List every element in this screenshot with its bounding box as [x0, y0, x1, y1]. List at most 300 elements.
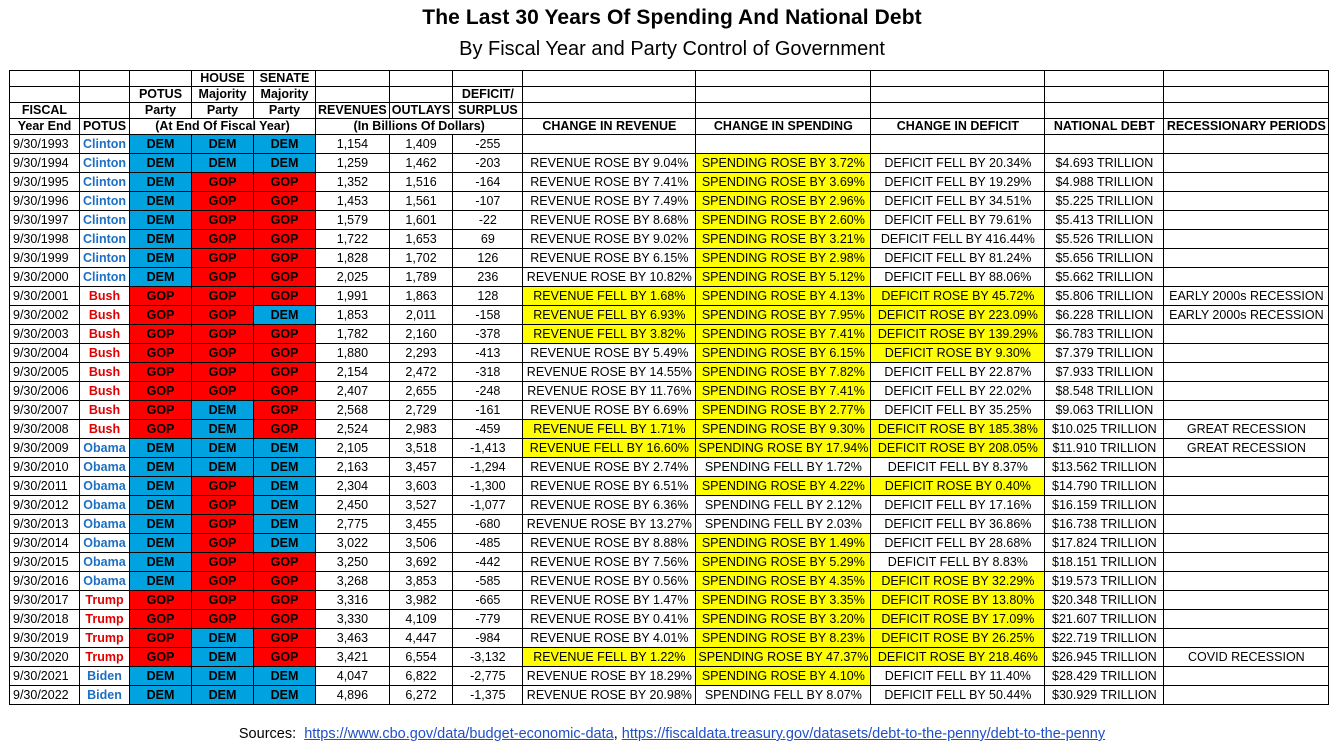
cell-revenues: 3,421 — [316, 648, 390, 667]
cell-potus-party: DEM — [130, 477, 192, 496]
cell-deficit: -318 — [453, 363, 523, 382]
cell-change-spending: SPENDING ROSE BY 4.10% — [696, 667, 871, 686]
cell-national-debt: $16.738 TRILLION — [1045, 515, 1164, 534]
cell-change-revenue: REVENUE FELL BY 1.22% — [523, 648, 696, 667]
sources-label: Sources: — [238, 726, 297, 742]
cell-change-spending: SPENDING FELL BY 2.12% — [696, 496, 871, 515]
table-row — [10, 439, 1329, 458]
cell-fiscal-year-end: 9/30/2005 — [10, 363, 80, 382]
cell-change-revenue: REVENUE FELL BY 16.60% — [523, 439, 696, 458]
cell-fiscal-year-end: 9/30/2012 — [10, 496, 80, 515]
cell-potus: Bush — [80, 306, 130, 325]
cell-change-deficit: DEFICIT ROSE BY 17.09% — [871, 610, 1045, 629]
header-deficit-blank — [453, 71, 523, 87]
cell-fiscal-year-end: 9/30/2018 — [10, 610, 80, 629]
cell-potus: Bush — [80, 325, 130, 344]
header-row-3 — [10, 103, 1329, 119]
cell-senate-party: DEM — [254, 477, 316, 496]
cell-revenues: 1,722 — [316, 230, 390, 249]
cell-change-deficit: DEFICIT ROSE BY 0.40% — [871, 477, 1045, 496]
cell-potus: Obama — [80, 534, 130, 553]
cell-senate-party: GOP — [254, 553, 316, 572]
cell-national-debt: $5.413 TRILLION — [1045, 211, 1164, 230]
header-revenues: REVENUES — [316, 103, 390, 119]
table-row — [10, 230, 1329, 249]
cell-senate-party: DEM — [254, 154, 316, 173]
cell-change-spending: SPENDING ROSE BY 5.12% — [696, 268, 871, 287]
cell-potus-party: DEM — [130, 515, 192, 534]
cell-potus-party: DEM — [130, 572, 192, 591]
cell-potus-party: DEM — [130, 154, 192, 173]
cell-revenues: 1,782 — [316, 325, 390, 344]
table-row — [10, 686, 1329, 705]
cell-change-deficit: DEFICIT ROSE BY 9.30% — [871, 344, 1045, 363]
cell-house-party: GOP — [192, 249, 254, 268]
cell-national-debt: $14.790 TRILLION — [1045, 477, 1164, 496]
cell-senate-party: DEM — [254, 306, 316, 325]
cell-change-spending: SPENDING ROSE BY 7.41% — [696, 325, 871, 344]
cell-recession — [1164, 610, 1329, 629]
cell-revenues: 1,352 — [316, 173, 390, 192]
cell-revenues: 1,453 — [316, 192, 390, 211]
cell-senate-party: GOP — [254, 648, 316, 667]
cell-change-deficit: DEFICIT ROSE BY 32.29% — [871, 572, 1045, 591]
cell-potus-party: GOP — [130, 287, 192, 306]
cell-recession — [1164, 401, 1329, 420]
table-row — [10, 496, 1329, 515]
cell-senate-party: DEM — [254, 667, 316, 686]
cell-national-debt: $4.988 TRILLION — [1045, 173, 1164, 192]
cell-revenues: 1,579 — [316, 211, 390, 230]
cell-senate-party: DEM — [254, 439, 316, 458]
cell-outlays: 2,472 — [389, 363, 453, 382]
cell-senate-party: GOP — [254, 591, 316, 610]
cell-revenues: 2,105 — [316, 439, 390, 458]
cell-deficit: -2,775 — [453, 667, 523, 686]
cell-change-revenue: REVENUE ROSE BY 14.55% — [523, 363, 696, 382]
cell-revenues: 2,163 — [316, 458, 390, 477]
cell-senate-party: GOP — [254, 287, 316, 306]
cell-potus-party: DEM — [130, 667, 192, 686]
cell-potus: Clinton — [80, 249, 130, 268]
cell-recession: COVID RECESSION — [1164, 648, 1329, 667]
cell-change-revenue: REVENUE ROSE BY 8.88% — [523, 534, 696, 553]
cell-change-spending: SPENDING ROSE BY 4.35% — [696, 572, 871, 591]
cell-revenues: 1,880 — [316, 344, 390, 363]
cell-recession — [1164, 192, 1329, 211]
cell-national-debt: $16.159 TRILLION — [1045, 496, 1164, 515]
cell-outlays: 2,293 — [389, 344, 453, 363]
cell-fiscal-year-end: 9/30/2004 — [10, 344, 80, 363]
header-rec-blank — [1164, 71, 1329, 87]
cell-revenues: 3,463 — [316, 629, 390, 648]
cell-deficit: -442 — [453, 553, 523, 572]
cell-potus: Clinton — [80, 230, 130, 249]
header-recession: RECESSIONARY PERIODS — [1164, 119, 1329, 135]
table-row — [10, 420, 1329, 439]
cell-change-revenue: REVENUE ROSE BY 6.36% — [523, 496, 696, 515]
cell-change-spending: SPENDING ROSE BY 47.37% — [696, 648, 871, 667]
cell-potus: Biden — [80, 667, 130, 686]
cell-recession — [1164, 154, 1329, 173]
cell-change-deficit: DEFICIT FELL BY 19.29% — [871, 173, 1045, 192]
cell-deficit: -1,294 — [453, 458, 523, 477]
cell-revenues: 2,775 — [316, 515, 390, 534]
cell-fiscal-year-end: 9/30/2001 — [10, 287, 80, 306]
cell-change-deficit: DEFICIT FELL BY 50.44% — [871, 686, 1045, 705]
cell-recession — [1164, 249, 1329, 268]
cell-potus-party: GOP — [130, 344, 192, 363]
cell-fiscal-year-end: 9/30/2017 — [10, 591, 80, 610]
cell-change-revenue: REVENUE ROSE BY 9.02% — [523, 230, 696, 249]
header-potus-party-blank — [130, 71, 192, 87]
cell-change-deficit: DEFICIT FELL BY 35.25% — [871, 401, 1045, 420]
cell-recession — [1164, 553, 1329, 572]
cell-potus-party: DEM — [130, 439, 192, 458]
header-potus-blank — [80, 71, 130, 87]
cell-outlays: 3,692 — [389, 553, 453, 572]
cell-fiscal-year-end: 9/30/1994 — [10, 154, 80, 173]
cell-house-party: GOP — [192, 553, 254, 572]
source-link-treasury[interactable]: https://fiscaldata.treasury.gov/datasets/debt-to-the-penny/debt-to-the-penny — [621, 726, 1106, 742]
cell-house-party: GOP — [192, 534, 254, 553]
cell-senate-party: GOP — [254, 363, 316, 382]
cell-recession — [1164, 382, 1329, 401]
cell-change-revenue: REVENUE ROSE BY 11.76% — [523, 382, 696, 401]
cell-potus: Bush — [80, 382, 130, 401]
cell-national-debt — [1045, 135, 1164, 154]
cell-national-debt: $21.607 TRILLION — [1045, 610, 1164, 629]
cell-change-revenue: REVENUE ROSE BY 6.15% — [523, 249, 696, 268]
cell-change-revenue: REVENUE FELL BY 3.82% — [523, 325, 696, 344]
cell-change-revenue: REVENUE ROSE BY 9.04% — [523, 154, 696, 173]
table-row — [10, 382, 1329, 401]
cell-revenues: 3,250 — [316, 553, 390, 572]
spending-debt-table — [9, 70, 1329, 705]
cell-change-deficit: DEFICIT FELL BY 8.83% — [871, 553, 1045, 572]
header-party-note: (At End Of Fiscal Year) — [130, 119, 316, 135]
header-row-4 — [10, 119, 1329, 135]
header-cspend-blank — [696, 71, 871, 87]
cell-change-spending: SPENDING ROSE BY 2.60% — [696, 211, 871, 230]
cell-potus-party: DEM — [130, 173, 192, 192]
cell-fiscal-year-end: 9/30/1993 — [10, 135, 80, 154]
cell-national-debt: $10.025 TRILLION — [1045, 420, 1164, 439]
cell-senate-party: DEM — [254, 534, 316, 553]
cell-fiscal-year-end: 9/30/1998 — [10, 230, 80, 249]
cell-national-debt: $8.548 TRILLION — [1045, 382, 1164, 401]
header-house-3: Party — [192, 103, 254, 119]
cell-fiscal-year-end: 9/30/2014 — [10, 534, 80, 553]
cell-national-debt: $30.929 TRILLION — [1045, 686, 1164, 705]
cell-national-debt: $28.429 TRILLION — [1045, 667, 1164, 686]
cell-recession — [1164, 629, 1329, 648]
cell-recession: GREAT RECESSION — [1164, 439, 1329, 458]
cell-change-deficit: DEFICIT FELL BY 79.61% — [871, 211, 1045, 230]
cell-potus-party: DEM — [130, 230, 192, 249]
cell-senate-party: GOP — [254, 572, 316, 591]
cell-potus: Trump — [80, 629, 130, 648]
cell-senate-party: GOP — [254, 344, 316, 363]
cell-deficit: 126 — [453, 249, 523, 268]
cell-potus: Obama — [80, 477, 130, 496]
cell-fiscal-year-end: 9/30/2013 — [10, 515, 80, 534]
cell-potus-party: DEM — [130, 268, 192, 287]
header-change-spending: CHANGE IN SPENDING — [696, 119, 871, 135]
header-senate-3: Party — [254, 103, 316, 119]
cell-revenues: 3,022 — [316, 534, 390, 553]
cell-potus: Biden — [80, 686, 130, 705]
cell-change-revenue: REVENUE ROSE BY 7.41% — [523, 173, 696, 192]
table-row — [10, 515, 1329, 534]
table-row — [10, 553, 1329, 572]
cell-outlays: 2,983 — [389, 420, 453, 439]
cell-senate-party: GOP — [254, 230, 316, 249]
cell-house-party: GOP — [192, 192, 254, 211]
cell-potus-party: GOP — [130, 629, 192, 648]
cell-senate-party: GOP — [254, 420, 316, 439]
cell-change-revenue: REVENUE ROSE BY 8.68% — [523, 211, 696, 230]
cell-fiscal-year-end: 9/30/2011 — [10, 477, 80, 496]
cell-fiscal-year-end: 9/30/1995 — [10, 173, 80, 192]
cell-deficit: -665 — [453, 591, 523, 610]
cell-change-spending: SPENDING ROSE BY 8.23% — [696, 629, 871, 648]
cell-change-revenue: REVENUE ROSE BY 13.27% — [523, 515, 696, 534]
cell-outlays: 2,011 — [389, 306, 453, 325]
cell-deficit: 69 — [453, 230, 523, 249]
cell-national-debt: $18.151 TRILLION — [1045, 553, 1164, 572]
cell-deficit: -248 — [453, 382, 523, 401]
cell-change-spending: SPENDING FELL BY 8.07% — [696, 686, 871, 705]
cell-deficit: -413 — [453, 344, 523, 363]
cell-house-party: GOP — [192, 610, 254, 629]
header-debt-blank — [1045, 71, 1164, 87]
cell-potus-party: GOP — [130, 401, 192, 420]
cell-fiscal-year-end: 9/30/2019 — [10, 629, 80, 648]
cell-revenues: 1,853 — [316, 306, 390, 325]
cell-potus: Clinton — [80, 211, 130, 230]
cell-potus-party: GOP — [130, 610, 192, 629]
cell-change-deficit: DEFICIT ROSE BY 208.05% — [871, 439, 1045, 458]
cell-revenues: 3,316 — [316, 591, 390, 610]
cell-national-debt: $5.662 TRILLION — [1045, 268, 1164, 287]
cell-change-deficit: DEFICIT ROSE BY 218.46% — [871, 648, 1045, 667]
cell-fiscal-year-end: 9/30/2002 — [10, 306, 80, 325]
cell-outlays: 1,462 — [389, 154, 453, 173]
table-row — [10, 363, 1329, 382]
cell-potus: Clinton — [80, 154, 130, 173]
cell-revenues: 2,450 — [316, 496, 390, 515]
cell-potus-party: DEM — [130, 534, 192, 553]
cell-change-spending: SPENDING ROSE BY 2.96% — [696, 192, 871, 211]
cell-deficit: 236 — [453, 268, 523, 287]
cell-outlays: 3,603 — [389, 477, 453, 496]
cell-change-revenue: REVENUE FELL BY 6.93% — [523, 306, 696, 325]
cell-change-spending: SPENDING FELL BY 1.72% — [696, 458, 871, 477]
header-dollars-note: (In Billions Of Dollars) — [316, 119, 523, 135]
cell-change-deficit: DEFICIT ROSE BY 45.72% — [871, 287, 1045, 306]
cell-house-party: GOP — [192, 306, 254, 325]
table-row — [10, 344, 1329, 363]
table-row — [10, 173, 1329, 192]
cell-change-spending: SPENDING ROSE BY 2.98% — [696, 249, 871, 268]
cell-potus-party: GOP — [130, 306, 192, 325]
header-change-revenue: CHANGE IN REVENUE — [523, 119, 696, 135]
cell-deficit: -1,300 — [453, 477, 523, 496]
cell-recession — [1164, 268, 1329, 287]
cell-change-deficit: DEFICIT FELL BY 22.87% — [871, 363, 1045, 382]
cell-fiscal-year-end: 9/30/2009 — [10, 439, 80, 458]
cell-deficit: -22 — [453, 211, 523, 230]
cell-change-deficit: DEFICIT FELL BY 11.40% — [871, 667, 1045, 686]
cell-revenues: 2,154 — [316, 363, 390, 382]
cell-change-revenue: REVENUE ROSE BY 6.51% — [523, 477, 696, 496]
cell-potus: Obama — [80, 572, 130, 591]
cell-recession — [1164, 572, 1329, 591]
cell-potus: Clinton — [80, 173, 130, 192]
header-deficit-1: DEFICIT/ — [453, 87, 523, 103]
cell-house-party: GOP — [192, 515, 254, 534]
cell-potus: Trump — [80, 591, 130, 610]
cell-change-revenue — [523, 135, 696, 154]
cell-outlays: 1,561 — [389, 192, 453, 211]
cell-house-party: DEM — [192, 401, 254, 420]
header-house-2: Majority — [192, 87, 254, 103]
cell-fiscal-year-end: 9/30/1999 — [10, 249, 80, 268]
cell-national-debt: $20.348 TRILLION — [1045, 591, 1164, 610]
cell-potus-party: DEM — [130, 496, 192, 515]
cell-outlays: 2,729 — [389, 401, 453, 420]
cell-fiscal-year-end: 9/30/2000 — [10, 268, 80, 287]
cell-house-party: GOP — [192, 591, 254, 610]
cell-change-revenue: REVENUE ROSE BY 2.74% — [523, 458, 696, 477]
table-row — [10, 629, 1329, 648]
cell-national-debt: $4.693 TRILLION — [1045, 154, 1164, 173]
cell-national-debt: $11.910 TRILLION — [1045, 439, 1164, 458]
cell-recession: GREAT RECESSION — [1164, 420, 1329, 439]
cell-potus: Bush — [80, 420, 130, 439]
cell-outlays: 3,527 — [389, 496, 453, 515]
cell-senate-party: GOP — [254, 211, 316, 230]
cell-change-deficit: DEFICIT FELL BY 416.44% — [871, 230, 1045, 249]
cell-recession — [1164, 534, 1329, 553]
cell-change-spending: SPENDING ROSE BY 3.20% — [696, 610, 871, 629]
cell-national-debt: $5.656 TRILLION — [1045, 249, 1164, 268]
cell-revenues: 4,047 — [316, 667, 390, 686]
cell-deficit: -164 — [453, 173, 523, 192]
cell-house-party: DEM — [192, 439, 254, 458]
cell-senate-party: DEM — [254, 686, 316, 705]
cell-potus-party: GOP — [130, 363, 192, 382]
cell-change-spending: SPENDING ROSE BY 9.30% — [696, 420, 871, 439]
cell-deficit: -161 — [453, 401, 523, 420]
cell-outlays: 2,160 — [389, 325, 453, 344]
cell-house-party: DEM — [192, 458, 254, 477]
cell-potus: Obama — [80, 515, 130, 534]
cell-change-deficit: DEFICIT ROSE BY 185.38% — [871, 420, 1045, 439]
cell-deficit: -1,413 — [453, 439, 523, 458]
cell-change-deficit: DEFICIT FELL BY 28.68% — [871, 534, 1045, 553]
cell-senate-party: GOP — [254, 173, 316, 192]
cell-recession — [1164, 477, 1329, 496]
cell-recession — [1164, 496, 1329, 515]
header-outlays-blank — [389, 71, 453, 87]
cell-potus-party: GOP — [130, 420, 192, 439]
cell-recession: EARLY 2000s RECESSION — [1164, 306, 1329, 325]
table-row — [10, 572, 1329, 591]
cell-potus: Trump — [80, 648, 130, 667]
cell-revenues: 2,025 — [316, 268, 390, 287]
cell-outlays: 6,822 — [389, 667, 453, 686]
cell-recession — [1164, 344, 1329, 363]
cell-national-debt: $22.719 TRILLION — [1045, 629, 1164, 648]
cell-deficit: -3,132 — [453, 648, 523, 667]
cell-potus: Bush — [80, 287, 130, 306]
cell-change-revenue: REVENUE ROSE BY 18.29% — [523, 667, 696, 686]
table-row — [10, 477, 1329, 496]
cell-change-deficit: DEFICIT FELL BY 81.24% — [871, 249, 1045, 268]
cell-house-party: GOP — [192, 287, 254, 306]
cell-deficit: 128 — [453, 287, 523, 306]
table-body — [10, 135, 1329, 705]
cell-change-spending: SPENDING ROSE BY 7.41% — [696, 382, 871, 401]
cell-recession — [1164, 211, 1329, 230]
header-potus-party-1: POTUS — [130, 87, 192, 103]
cell-senate-party: GOP — [254, 249, 316, 268]
sources-separator: , — [613, 726, 618, 742]
cell-national-debt: $6.783 TRILLION — [1045, 325, 1164, 344]
cell-change-spending: SPENDING ROSE BY 2.77% — [696, 401, 871, 420]
header-potus: POTUS — [80, 119, 130, 135]
cell-fiscal-year-end: 9/30/2015 — [10, 553, 80, 572]
header-senate-2: Majority — [254, 87, 316, 103]
cell-outlays: 4,109 — [389, 610, 453, 629]
cell-change-spending: SPENDING ROSE BY 3.35% — [696, 591, 871, 610]
cell-recession — [1164, 325, 1329, 344]
cell-outlays: 3,506 — [389, 534, 453, 553]
cell-recession — [1164, 458, 1329, 477]
chart-subtitle: By Fiscal Year and Party Control of Government — [459, 38, 885, 60]
cell-change-revenue: REVENUE ROSE BY 10.82% — [523, 268, 696, 287]
cell-national-debt: $19.573 TRILLION — [1045, 572, 1164, 591]
table-row — [10, 325, 1329, 344]
table-row — [10, 458, 1329, 477]
cell-deficit: -203 — [453, 154, 523, 173]
cell-potus-party: DEM — [130, 458, 192, 477]
table-row — [10, 610, 1329, 629]
cell-revenues: 1,991 — [316, 287, 390, 306]
table-row — [10, 401, 1329, 420]
header-potus-party-2: Party — [130, 103, 192, 119]
cell-national-debt: $17.824 TRILLION — [1045, 534, 1164, 553]
cell-national-debt: $5.806 TRILLION — [1045, 287, 1164, 306]
cell-recession — [1164, 363, 1329, 382]
table-row — [10, 287, 1329, 306]
cell-recession — [1164, 135, 1329, 154]
cell-potus: Trump — [80, 610, 130, 629]
cell-change-spending: SPENDING ROSE BY 3.69% — [696, 173, 871, 192]
cell-fiscal-year-end: 9/30/2022 — [10, 686, 80, 705]
cell-change-revenue: REVENUE ROSE BY 0.56% — [523, 572, 696, 591]
cell-potus: Clinton — [80, 268, 130, 287]
cell-outlays: 1,702 — [389, 249, 453, 268]
cell-change-deficit — [871, 135, 1045, 154]
cell-potus: Obama — [80, 496, 130, 515]
cell-senate-party: GOP — [254, 629, 316, 648]
source-link-cbo[interactable]: https://www.cbo.gov/data/budget-economic-data — [304, 726, 614, 742]
header-fiscal-1: FISCAL — [10, 103, 80, 119]
cell-fiscal-year-end: 9/30/2003 — [10, 325, 80, 344]
